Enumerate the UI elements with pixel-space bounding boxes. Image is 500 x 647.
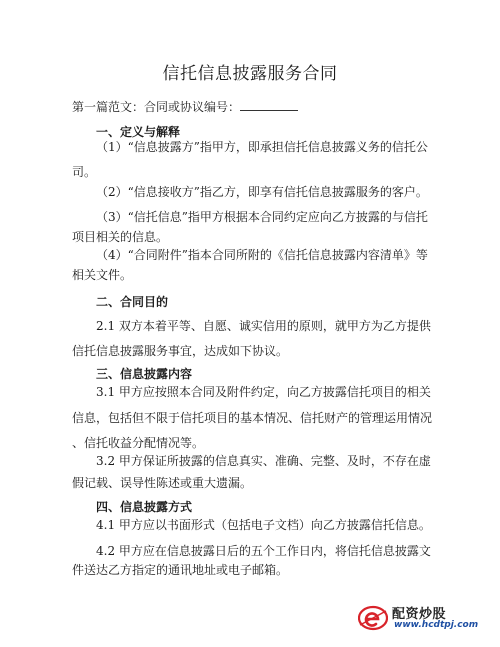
- body-text-line: [72, 562, 288, 578]
- body-text: 项目相关的信息。: [72, 230, 169, 244]
- section-heading-text: 四、信息披露方式: [96, 500, 193, 514]
- body-text-line: [96, 139, 428, 155]
- section-heading: [96, 366, 192, 382]
- section-heading: [96, 124, 180, 140]
- body-text: 3.2 甲方保证所披露的信息真实、准确、完整、及时，不存在虚: [96, 454, 431, 468]
- body-text: （4）“合同附件”指本合同所附的《信托信息披露内容清单》等: [96, 248, 428, 262]
- body-text: 信息，包括但不限于信托项目的基本情况、信托财产的管理运用情况: [72, 411, 433, 425]
- section-heading: [96, 294, 168, 310]
- body-text: 3.1 甲方应按照本合同及附件约定，向乙方披露信托项目的相关: [96, 385, 431, 399]
- contract-number-blank: [240, 99, 298, 111]
- watermark-url: www.hcdtpj.com: [394, 620, 479, 630]
- section-heading-text: 三、信息披露内容: [96, 367, 193, 381]
- body-text-line: [96, 543, 431, 559]
- body-text-line: [96, 184, 428, 200]
- body-text: （1）“信息披露方”指甲方，即承担信托信息披露义务的信托公: [96, 140, 428, 154]
- body-text-line: [96, 384, 431, 400]
- contract-number-line: [72, 99, 298, 115]
- body-text: 信托信息披露服务事宜，达成如下协议。: [72, 344, 289, 358]
- body-text-line: [96, 209, 428, 225]
- body-text: （3）“信托信息”指甲方根据本合同约定应向乙方披露的与信托: [96, 210, 428, 224]
- body-text: 司。: [72, 165, 97, 179]
- document-title: 信托信息披露服务合同: [162, 64, 338, 84]
- body-text-line: [72, 435, 204, 451]
- body-text-line: [72, 229, 168, 245]
- body-text-line: [96, 453, 431, 469]
- body-text-line: [72, 164, 96, 180]
- section-heading-text: 一、定义与解释: [96, 125, 181, 139]
- body-text: （2）“信息接收方”指乙方，即享有信托信息披露服务的客户。: [96, 185, 428, 199]
- watermark: [358, 603, 482, 633]
- section-heading-text: 二、合同目的: [96, 295, 169, 309]
- body-text: 4.2 甲方应在信息披露日后的五个工作日内，将信托信息披露文: [96, 544, 431, 558]
- body-text-line: [72, 410, 432, 426]
- body-text-line: [96, 517, 431, 533]
- body-text-line: [96, 318, 431, 334]
- body-text: 相关文件。: [72, 268, 133, 282]
- body-text-line: [72, 267, 132, 283]
- body-text-line: [72, 475, 252, 491]
- body-text: 假记载、误导性陈述或重大遗漏。: [72, 476, 253, 490]
- body-text: 2.1 双方本着平等、自愿、诚实信用的原则，就甲方为乙方提供: [96, 319, 431, 333]
- watermark-name: 配资炒股: [392, 607, 447, 622]
- e-logo-icon: [358, 605, 388, 631]
- body-text: 件送达乙方指定的通讯地址或电子邮箱。: [72, 563, 289, 577]
- body-text-line: [96, 247, 428, 263]
- body-text: 、信托收益分配情况等。: [72, 436, 205, 450]
- contract-number-label: 第一篇范文：合同或协议编号：: [72, 100, 241, 114]
- body-text: 4.1 甲方应以书面形式（包括电子文档）向乙方披露信托信息。: [96, 518, 431, 532]
- body-text-line: [72, 343, 288, 359]
- section-heading: [96, 499, 192, 515]
